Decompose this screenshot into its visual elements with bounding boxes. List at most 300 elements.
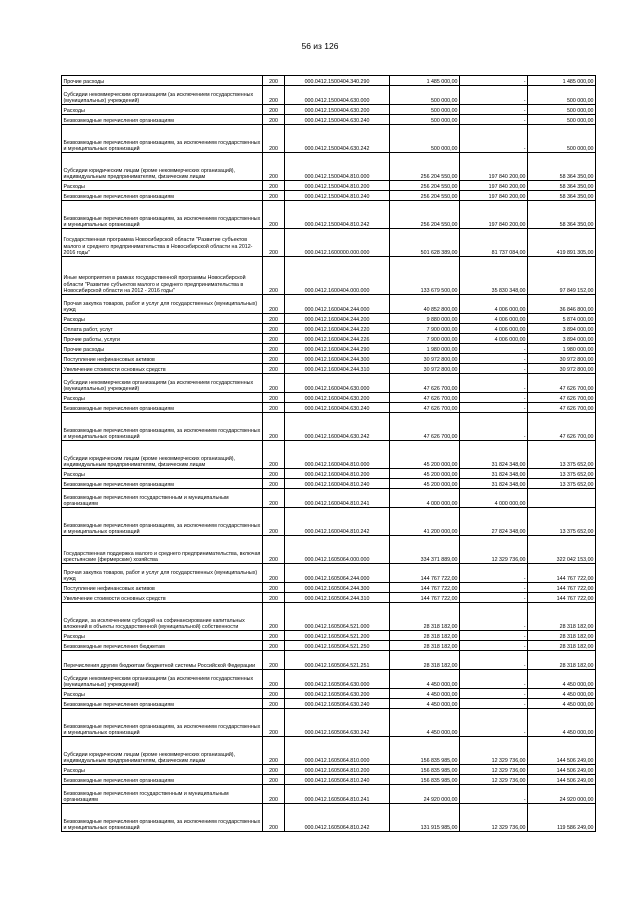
- row-name-cell: Прочие расходы: [62, 76, 263, 86]
- row-approved-amount-cell: 28 318 182,00: [390, 603, 460, 631]
- row-name-cell: Безвозмездные перечисления организациям, за исключением государственных и муниципальных организаций: [62, 201, 263, 229]
- row-executed-amount-cell: -: [460, 583, 528, 593]
- row-name-cell: Государственная поддержка малого и среднего предпринимательства, включая крестьянские (фермерские) хозяйства: [62, 536, 263, 564]
- table-row: [62, 737, 596, 765]
- row-remaining-amount-cell: 13 375 652,00: [528, 441, 596, 469]
- table-row: [62, 709, 596, 737]
- row-remaining-amount-cell: 1 980 000,00: [528, 344, 596, 354]
- row-remaining-amount-cell: 13 375 652,00: [528, 469, 596, 479]
- row-code-cell: 200: [263, 670, 285, 689]
- row-executed-amount-cell: -: [460, 699, 528, 709]
- row-class-code-cell: 000.0412.1600404.630.240: [285, 403, 390, 413]
- row-remaining-amount-cell: 36 846 800,00: [528, 295, 596, 314]
- table-row: [62, 603, 596, 631]
- row-code-cell: 200: [263, 229, 285, 257]
- row-class-code-cell: 000.0412.1605064.810.242: [285, 804, 390, 832]
- row-code-cell: 200: [263, 651, 285, 670]
- table-row: [62, 536, 596, 564]
- row-class-code-cell: 000.0412.1600404.630.000: [285, 374, 390, 393]
- row-remaining-amount-cell: 500 000,00: [528, 115, 596, 125]
- row-remaining-amount-cell: 13 375 652,00: [528, 479, 596, 489]
- row-name-cell: Субсидии некоммерческим организациям (за исключением государственных (муниципальных) учреждений): [62, 86, 263, 105]
- row-name-cell: Расходы: [62, 765, 263, 775]
- row-name-cell: Безвозмездные перечисления организациям: [62, 403, 263, 413]
- row-class-code-cell: 000.0412.1500404.630.000: [285, 86, 390, 105]
- row-remaining-amount-cell: 144 767 722,00: [528, 583, 596, 593]
- row-class-code-cell: 000.0412.1600404.000.000: [285, 257, 390, 295]
- row-remaining-amount-cell: 4 450 000,00: [528, 670, 596, 689]
- row-class-code-cell: 000.0412.1500404.810.242: [285, 201, 390, 229]
- row-executed-amount-cell: -: [460, 603, 528, 631]
- row-code-cell: 200: [263, 344, 285, 354]
- row-approved-amount-cell: 500 000,00: [390, 115, 460, 125]
- row-executed-amount-cell: -: [460, 709, 528, 737]
- row-name-cell: Безвозмездные перечисления государственным и муниципальным организациям: [62, 785, 263, 804]
- row-approved-amount-cell: 4 450 000,00: [390, 709, 460, 737]
- table-row: [62, 201, 596, 229]
- row-name-cell: Государственная программа Новосибирской области "Развитие субъектов малого и среднего предпринимательства в Новосибирской области на 2012-2016 годы": [62, 229, 263, 257]
- row-approved-amount-cell: 4 450 000,00: [390, 699, 460, 709]
- table-row: [62, 583, 596, 593]
- row-class-code-cell: 000.0412.1605064.630.200: [285, 689, 390, 699]
- table-row: [62, 631, 596, 641]
- row-name-cell: Безвозмездные перечисления организациям, за исключением государственных и муниципальных организаций: [62, 125, 263, 153]
- row-executed-amount-cell: -: [460, 125, 528, 153]
- row-name-cell: Расходы: [62, 689, 263, 699]
- row-approved-amount-cell: 9 880 000,00: [390, 314, 460, 324]
- row-code-cell: 200: [263, 334, 285, 344]
- row-approved-amount-cell: 30 972 800,00: [390, 354, 460, 364]
- row-approved-amount-cell: 1 485 000,00: [390, 76, 460, 86]
- row-remaining-amount-cell: 47 626 700,00: [528, 393, 596, 403]
- row-class-code-cell: 000.0412.1600404.630.242: [285, 413, 390, 441]
- row-remaining-amount-cell: 144 506 249,00: [528, 765, 596, 775]
- row-executed-amount-cell: -: [460, 364, 528, 374]
- table-row: [62, 564, 596, 583]
- table-row: [62, 324, 596, 334]
- table-row: [62, 125, 596, 153]
- row-name-cell: Поступление нефинансовых активов: [62, 583, 263, 593]
- row-code-cell: 200: [263, 785, 285, 804]
- row-executed-amount-cell: -: [460, 689, 528, 699]
- row-name-cell: Расходы: [62, 393, 263, 403]
- row-executed-amount-cell: -: [460, 631, 528, 641]
- row-approved-amount-cell: 7 900 000,00: [390, 334, 460, 344]
- row-executed-amount-cell: -: [460, 86, 528, 105]
- table-row: [62, 489, 596, 508]
- row-remaining-amount-cell: 28 318 182,00: [528, 651, 596, 670]
- row-executed-amount-cell: -: [460, 344, 528, 354]
- row-code-cell: 200: [263, 125, 285, 153]
- row-executed-amount-cell: 81 737 084,00: [460, 229, 528, 257]
- row-remaining-amount-cell: 144 767 722,00: [528, 564, 596, 583]
- row-remaining-amount-cell: 28 318 182,00: [528, 641, 596, 651]
- row-code-cell: 200: [263, 105, 285, 115]
- row-remaining-amount-cell: 97 849 152,00: [528, 257, 596, 295]
- row-remaining-amount-cell: 47 626 700,00: [528, 403, 596, 413]
- row-executed-amount-cell: 4 006 000,00: [460, 324, 528, 334]
- table-row: [62, 334, 596, 344]
- row-class-code-cell: 000.0412.1600404.244.310: [285, 364, 390, 374]
- row-name-cell: Безвозмездные перечисления бюджетам: [62, 641, 263, 651]
- row-name-cell: Безвозмездные перечисления организациям: [62, 115, 263, 125]
- row-code-cell: 200: [263, 489, 285, 508]
- row-approved-amount-cell: 256 204 550,00: [390, 181, 460, 191]
- row-class-code-cell: 000.0412.1500404.630.242: [285, 125, 390, 153]
- page-number: 56 из 126: [301, 41, 339, 51]
- row-approved-amount-cell: 45 200 000,00: [390, 441, 460, 469]
- row-class-code-cell: 000.0412.1600404.244.300: [285, 354, 390, 364]
- row-executed-amount-cell: -: [460, 105, 528, 115]
- row-approved-amount-cell: 41 200 000,00: [390, 508, 460, 536]
- row-name-cell: Прочие расходы: [62, 344, 263, 354]
- row-name-cell: Иные мероприятия в рамках государственной программы Новосибирской области "Развитие субъектов малого и среднего предпринимательства в Новосибирской области на 2012 - 2016 годы": [62, 257, 263, 295]
- row-remaining-amount-cell: 58 364 350,00: [528, 201, 596, 229]
- row-class-code-cell: 000.0412.1605064.810.240: [285, 775, 390, 785]
- row-code-cell: 200: [263, 603, 285, 631]
- row-code-cell: 200: [263, 403, 285, 413]
- row-name-cell: Безвозмездные перечисления государственным и муниципальным организациям: [62, 489, 263, 508]
- row-name-cell: Безвозмездные перечисления организациям, за исключением государственных и муниципальных организаций: [62, 508, 263, 536]
- row-code-cell: 200: [263, 689, 285, 699]
- table-row: [62, 354, 596, 364]
- row-approved-amount-cell: 47 626 700,00: [390, 413, 460, 441]
- row-class-code-cell: 000.0412.1605064.521.250: [285, 641, 390, 651]
- row-remaining-amount-cell: 28 318 182,00: [528, 603, 596, 631]
- row-approved-amount-cell: 501 628 389,00: [390, 229, 460, 257]
- row-code-cell: 200: [263, 86, 285, 105]
- row-class-code-cell: 000.0412.1605064.000.000: [285, 536, 390, 564]
- row-executed-amount-cell: -: [460, 403, 528, 413]
- row-executed-amount-cell: -: [460, 354, 528, 364]
- row-remaining-amount-cell: 144 506 249,00: [528, 737, 596, 765]
- row-executed-amount-cell: -: [460, 641, 528, 651]
- row-remaining-amount-cell: 28 318 182,00: [528, 631, 596, 641]
- row-class-code-cell: 000.0412.1600404.244.226: [285, 334, 390, 344]
- table-row: [62, 804, 596, 832]
- row-approved-amount-cell: 24 920 000,00: [390, 785, 460, 804]
- row-name-cell: Прочая закупка товаров, работ и услуг для государственных (муниципальных) нужд: [62, 564, 263, 583]
- row-code-cell: 200: [263, 765, 285, 775]
- row-code-cell: 200: [263, 508, 285, 536]
- row-class-code-cell: 000.0412.1500404.810.240: [285, 191, 390, 201]
- table-row: [62, 115, 596, 125]
- row-code-cell: 200: [263, 354, 285, 364]
- row-code-cell: 200: [263, 191, 285, 201]
- row-class-code-cell: 000.0412.1605064.521.000: [285, 603, 390, 631]
- row-class-code-cell: 000.0412.1600404.810.241: [285, 489, 390, 508]
- row-class-code-cell: 000.0412.1600404.810.240: [285, 479, 390, 489]
- row-class-code-cell: 000.0412.1600404.244.200: [285, 314, 390, 324]
- table-row: [62, 785, 596, 804]
- row-class-code-cell: 000.0412.1600404.810.000: [285, 441, 390, 469]
- row-code-cell: 200: [263, 564, 285, 583]
- row-code-cell: 200: [263, 469, 285, 479]
- row-executed-amount-cell: 4 006 000,00: [460, 295, 528, 314]
- row-approved-amount-cell: 256 204 550,00: [390, 153, 460, 181]
- row-approved-amount-cell: 156 835 985,00: [390, 737, 460, 765]
- row-name-cell: Оплата работ, услуг: [62, 324, 263, 334]
- row-class-code-cell: 000.0412.1605064.521.251: [285, 651, 390, 670]
- row-code-cell: 200: [263, 804, 285, 832]
- row-executed-amount-cell: -: [460, 785, 528, 804]
- row-class-code-cell: 000.0412.1605064.244.310: [285, 593, 390, 603]
- row-executed-amount-cell: 31 824 348,00: [460, 469, 528, 479]
- row-approved-amount-cell: 30 972 800,00: [390, 364, 460, 374]
- row-class-code-cell: 000.0412.1605064.810.000: [285, 737, 390, 765]
- table-row: [62, 257, 596, 295]
- row-approved-amount-cell: 256 204 550,00: [390, 201, 460, 229]
- row-approved-amount-cell: 334 371 889,00: [390, 536, 460, 564]
- row-class-code-cell: 000.0412.1605064.630.242: [285, 709, 390, 737]
- row-remaining-amount-cell: 30 972 800,00: [528, 354, 596, 364]
- row-approved-amount-cell: 500 000,00: [390, 86, 460, 105]
- row-remaining-amount-cell: 4 450 000,00: [528, 709, 596, 737]
- row-approved-amount-cell: 45 200 000,00: [390, 479, 460, 489]
- row-executed-amount-cell: 31 824 348,00: [460, 479, 528, 489]
- row-executed-amount-cell: 197 840 200,00: [460, 153, 528, 181]
- row-approved-amount-cell: 47 626 700,00: [390, 403, 460, 413]
- row-executed-amount-cell: 197 840 200,00: [460, 201, 528, 229]
- row-approved-amount-cell: 500 000,00: [390, 105, 460, 115]
- row-approved-amount-cell: 133 679 500,00: [390, 257, 460, 295]
- row-executed-amount-cell: -: [460, 593, 528, 603]
- row-class-code-cell: 000.0412.1500404.810.000: [285, 153, 390, 181]
- row-code-cell: 200: [263, 441, 285, 469]
- table-row: [62, 86, 596, 105]
- row-class-code-cell: 000.0412.1600404.244.290: [285, 344, 390, 354]
- table-row: [62, 641, 596, 651]
- budget-execution-table: [61, 75, 596, 832]
- row-name-cell: Расходы: [62, 631, 263, 641]
- table-row: [62, 153, 596, 181]
- table-row: [62, 314, 596, 324]
- table-row: [62, 651, 596, 670]
- row-approved-amount-cell: 144 767 722,00: [390, 583, 460, 593]
- table-row: [62, 393, 596, 403]
- row-approved-amount-cell: 144 767 722,00: [390, 593, 460, 603]
- row-name-cell: Безвозмездные перечисления организациям: [62, 699, 263, 709]
- table-row: [62, 105, 596, 115]
- row-code-cell: 200: [263, 631, 285, 641]
- row-code-cell: 200: [263, 479, 285, 489]
- table-row: [62, 765, 596, 775]
- row-remaining-amount-cell: 58 364 350,00: [528, 191, 596, 201]
- row-name-cell: Перечисления другим бюджетам бюджетной системы Российской Федерации: [62, 651, 263, 670]
- row-name-cell: Расходы: [62, 105, 263, 115]
- row-executed-amount-cell: 12 329 736,00: [460, 536, 528, 564]
- row-class-code-cell: 000.0412.1600404.810.242: [285, 508, 390, 536]
- row-remaining-amount-cell: 30 972 800,00: [528, 364, 596, 374]
- row-name-cell: Безвозмездные перечисления организациям, за исключением государственных и муниципальных организаций: [62, 413, 263, 441]
- row-class-code-cell: 000.0412.1600404.244.000: [285, 295, 390, 314]
- row-approved-amount-cell: 7 900 000,00: [390, 324, 460, 334]
- row-class-code-cell: 000.0412.1600404.244.220: [285, 324, 390, 334]
- row-name-cell: Безвозмездные перечисления организациям: [62, 191, 263, 201]
- table-row: [62, 191, 596, 201]
- table-row: [62, 479, 596, 489]
- row-class-code-cell: 000.0412.1500404.630.200: [285, 105, 390, 115]
- row-remaining-amount-cell: 24 920 000,00: [528, 785, 596, 804]
- row-class-code-cell: 000.0412.1605064.810.200: [285, 765, 390, 775]
- row-remaining-amount-cell: 58 364 350,00: [528, 181, 596, 191]
- row-code-cell: 200: [263, 181, 285, 191]
- table-row: [62, 699, 596, 709]
- row-remaining-amount-cell: 144 506 249,00: [528, 775, 596, 785]
- table-row: [62, 775, 596, 785]
- row-executed-amount-cell: 197 840 200,00: [460, 191, 528, 201]
- row-code-cell: 200: [263, 76, 285, 86]
- row-remaining-amount-cell: 119 586 249,00: [528, 804, 596, 832]
- table-row: [62, 344, 596, 354]
- row-code-cell: 200: [263, 413, 285, 441]
- row-remaining-amount-cell: 500 000,00: [528, 125, 596, 153]
- row-code-cell: 200: [263, 593, 285, 603]
- row-approved-amount-cell: 40 852 800,00: [390, 295, 460, 314]
- row-code-cell: 200: [263, 737, 285, 765]
- row-code-cell: 200: [263, 115, 285, 125]
- row-name-cell: Расходы: [62, 181, 263, 191]
- row-approved-amount-cell: 28 318 182,00: [390, 641, 460, 651]
- row-approved-amount-cell: 131 915 985,00: [390, 804, 460, 832]
- row-class-code-cell: 000.0412.1605064.630.000: [285, 670, 390, 689]
- row-remaining-amount-cell: [528, 489, 596, 508]
- table-row: [62, 403, 596, 413]
- row-name-cell: Увеличение стоимости основных средств: [62, 364, 263, 374]
- row-code-cell: 200: [263, 324, 285, 334]
- row-name-cell: Субсидии некоммерческим организациям (за исключением государственных (муниципальных) учреждений): [62, 670, 263, 689]
- row-name-cell: Субсидии юридическим лицам (кроме некоммерческих организаций), индивидуальным предпринимателям, физическим лицам: [62, 737, 263, 765]
- row-executed-amount-cell: 4 000 000,00: [460, 489, 528, 508]
- row-remaining-amount-cell: 13 375 652,00: [528, 508, 596, 536]
- row-executed-amount-cell: -: [460, 115, 528, 125]
- row-code-cell: 200: [263, 699, 285, 709]
- row-name-cell: Субсидии юридическим лицам (кроме некоммерческих организаций), индивидуальным предпринимателям, физическим лицам: [62, 441, 263, 469]
- row-code-cell: 200: [263, 709, 285, 737]
- row-name-cell: Безвозмездные перечисления организациям, за исключением государственных и муниципальных организаций: [62, 804, 263, 832]
- row-name-cell: Безвозмездные перечисления организациям: [62, 479, 263, 489]
- table-row: [62, 413, 596, 441]
- row-executed-amount-cell: -: [460, 670, 528, 689]
- row-remaining-amount-cell: 4 450 000,00: [528, 689, 596, 699]
- row-code-cell: 200: [263, 536, 285, 564]
- row-executed-amount-cell: -: [460, 564, 528, 583]
- row-class-code-cell: 000.0412.1500404.630.240: [285, 115, 390, 125]
- table-row: [62, 76, 596, 86]
- row-code-cell: 200: [263, 364, 285, 374]
- row-executed-amount-cell: -: [460, 413, 528, 441]
- row-remaining-amount-cell: 3 894 000,00: [528, 334, 596, 344]
- row-name-cell: Субсидии некоммерческим организациям (за исключением государственных (муниципальных) учреждений): [62, 374, 263, 393]
- row-remaining-amount-cell: 144 767 722,00: [528, 593, 596, 603]
- row-class-code-cell: 000.0412.1605064.521.200: [285, 631, 390, 641]
- row-remaining-amount-cell: 47 626 700,00: [528, 374, 596, 393]
- row-code-cell: 200: [263, 314, 285, 324]
- row-approved-amount-cell: 1 980 000,00: [390, 344, 460, 354]
- row-executed-amount-cell: -: [460, 651, 528, 670]
- row-name-cell: Прочая закупка товаров, работ и услуг для государственных (муниципальных) нужд: [62, 295, 263, 314]
- row-executed-amount-cell: 4 006 000,00: [460, 334, 528, 344]
- row-executed-amount-cell: 12 329 736,00: [460, 804, 528, 832]
- row-name-cell: Расходы: [62, 314, 263, 324]
- row-name-cell: Субсидии, за исключением субсидий на софинансирование капитальных вложений в объекты государственной (муниципальной) собственности: [62, 603, 263, 631]
- row-approved-amount-cell: 144 767 722,00: [390, 564, 460, 583]
- row-name-cell: Увеличение стоимости основных средств: [62, 593, 263, 603]
- row-remaining-amount-cell: 5 874 000,00: [528, 314, 596, 324]
- row-approved-amount-cell: 47 626 700,00: [390, 374, 460, 393]
- row-executed-amount-cell: 27 824 348,00: [460, 508, 528, 536]
- row-executed-amount-cell: 197 840 200,00: [460, 181, 528, 191]
- row-class-code-cell: 000.0412.1605064.244.000: [285, 564, 390, 583]
- row-remaining-amount-cell: 1 485 000,00: [528, 76, 596, 86]
- row-approved-amount-cell: 256 204 550,00: [390, 191, 460, 201]
- row-code-cell: 200: [263, 583, 285, 593]
- row-class-code-cell: 000.0412.1500404.340.290: [285, 76, 390, 86]
- row-approved-amount-cell: 4 450 000,00: [390, 689, 460, 699]
- row-class-code-cell: 000.0412.1600404.630.200: [285, 393, 390, 403]
- table-body: [62, 76, 596, 832]
- row-remaining-amount-cell: 3 894 000,00: [528, 324, 596, 334]
- row-executed-amount-cell: -: [460, 374, 528, 393]
- row-executed-amount-cell: 4 006 000,00: [460, 314, 528, 324]
- row-name-cell: Прочие работы, услуги: [62, 334, 263, 344]
- row-class-code-cell: 000.0412.1605064.244.300: [285, 583, 390, 593]
- row-executed-amount-cell: 35 830 348,00: [460, 257, 528, 295]
- row-executed-amount-cell: 12 329 736,00: [460, 775, 528, 785]
- row-name-cell: Безвозмездные перечисления организациям, за исключением государственных и муниципальных организаций: [62, 709, 263, 737]
- row-class-code-cell: 000.0412.1600404.810.200: [285, 469, 390, 479]
- table-row: [62, 364, 596, 374]
- table-row: [62, 441, 596, 469]
- table-row: [62, 181, 596, 191]
- row-name-cell: Поступление нефинансовых активов: [62, 354, 263, 364]
- row-approved-amount-cell: 4 000 000,00: [390, 489, 460, 508]
- row-code-cell: 200: [263, 374, 285, 393]
- row-remaining-amount-cell: 500 000,00: [528, 86, 596, 105]
- row-name-cell: Безвозмездные перечисления организациям: [62, 775, 263, 785]
- row-class-code-cell: 000.0412.1600000.000.000: [285, 229, 390, 257]
- row-approved-amount-cell: 500 000,00: [390, 125, 460, 153]
- row-remaining-amount-cell: 500 000,00: [528, 105, 596, 115]
- row-remaining-amount-cell: 322 042 153,00: [528, 536, 596, 564]
- row-executed-amount-cell: 12 329 736,00: [460, 765, 528, 775]
- row-approved-amount-cell: 4 450 000,00: [390, 670, 460, 689]
- row-class-code-cell: 000.0412.1605064.630.240: [285, 699, 390, 709]
- table-row: [62, 508, 596, 536]
- row-executed-amount-cell: -: [460, 76, 528, 86]
- table-row: [62, 670, 596, 689]
- row-remaining-amount-cell: 58 364 350,00: [528, 153, 596, 181]
- row-approved-amount-cell: 45 200 000,00: [390, 469, 460, 479]
- row-executed-amount-cell: -: [460, 393, 528, 403]
- row-code-cell: 200: [263, 153, 285, 181]
- table-row: [62, 593, 596, 603]
- row-executed-amount-cell: 12 329 736,00: [460, 737, 528, 765]
- table-row: [62, 374, 596, 393]
- row-code-cell: 200: [263, 295, 285, 314]
- row-name-cell: Субсидии юридическим лицам (кроме некоммерческих организаций), индивидуальным предпринимателям, физическим лицам: [62, 153, 263, 181]
- row-name-cell: Расходы: [62, 469, 263, 479]
- row-approved-amount-cell: 28 318 182,00: [390, 651, 460, 670]
- row-code-cell: 200: [263, 775, 285, 785]
- row-remaining-amount-cell: 47 626 700,00: [528, 413, 596, 441]
- row-remaining-amount-cell: 4 450 000,00: [528, 699, 596, 709]
- row-remaining-amount-cell: 419 891 305,00: [528, 229, 596, 257]
- table-row: [62, 295, 596, 314]
- table-row: [62, 229, 596, 257]
- row-class-code-cell: 000.0412.1500404.810.200: [285, 181, 390, 191]
- row-class-code-cell: 000.0412.1605064.810.241: [285, 785, 390, 804]
